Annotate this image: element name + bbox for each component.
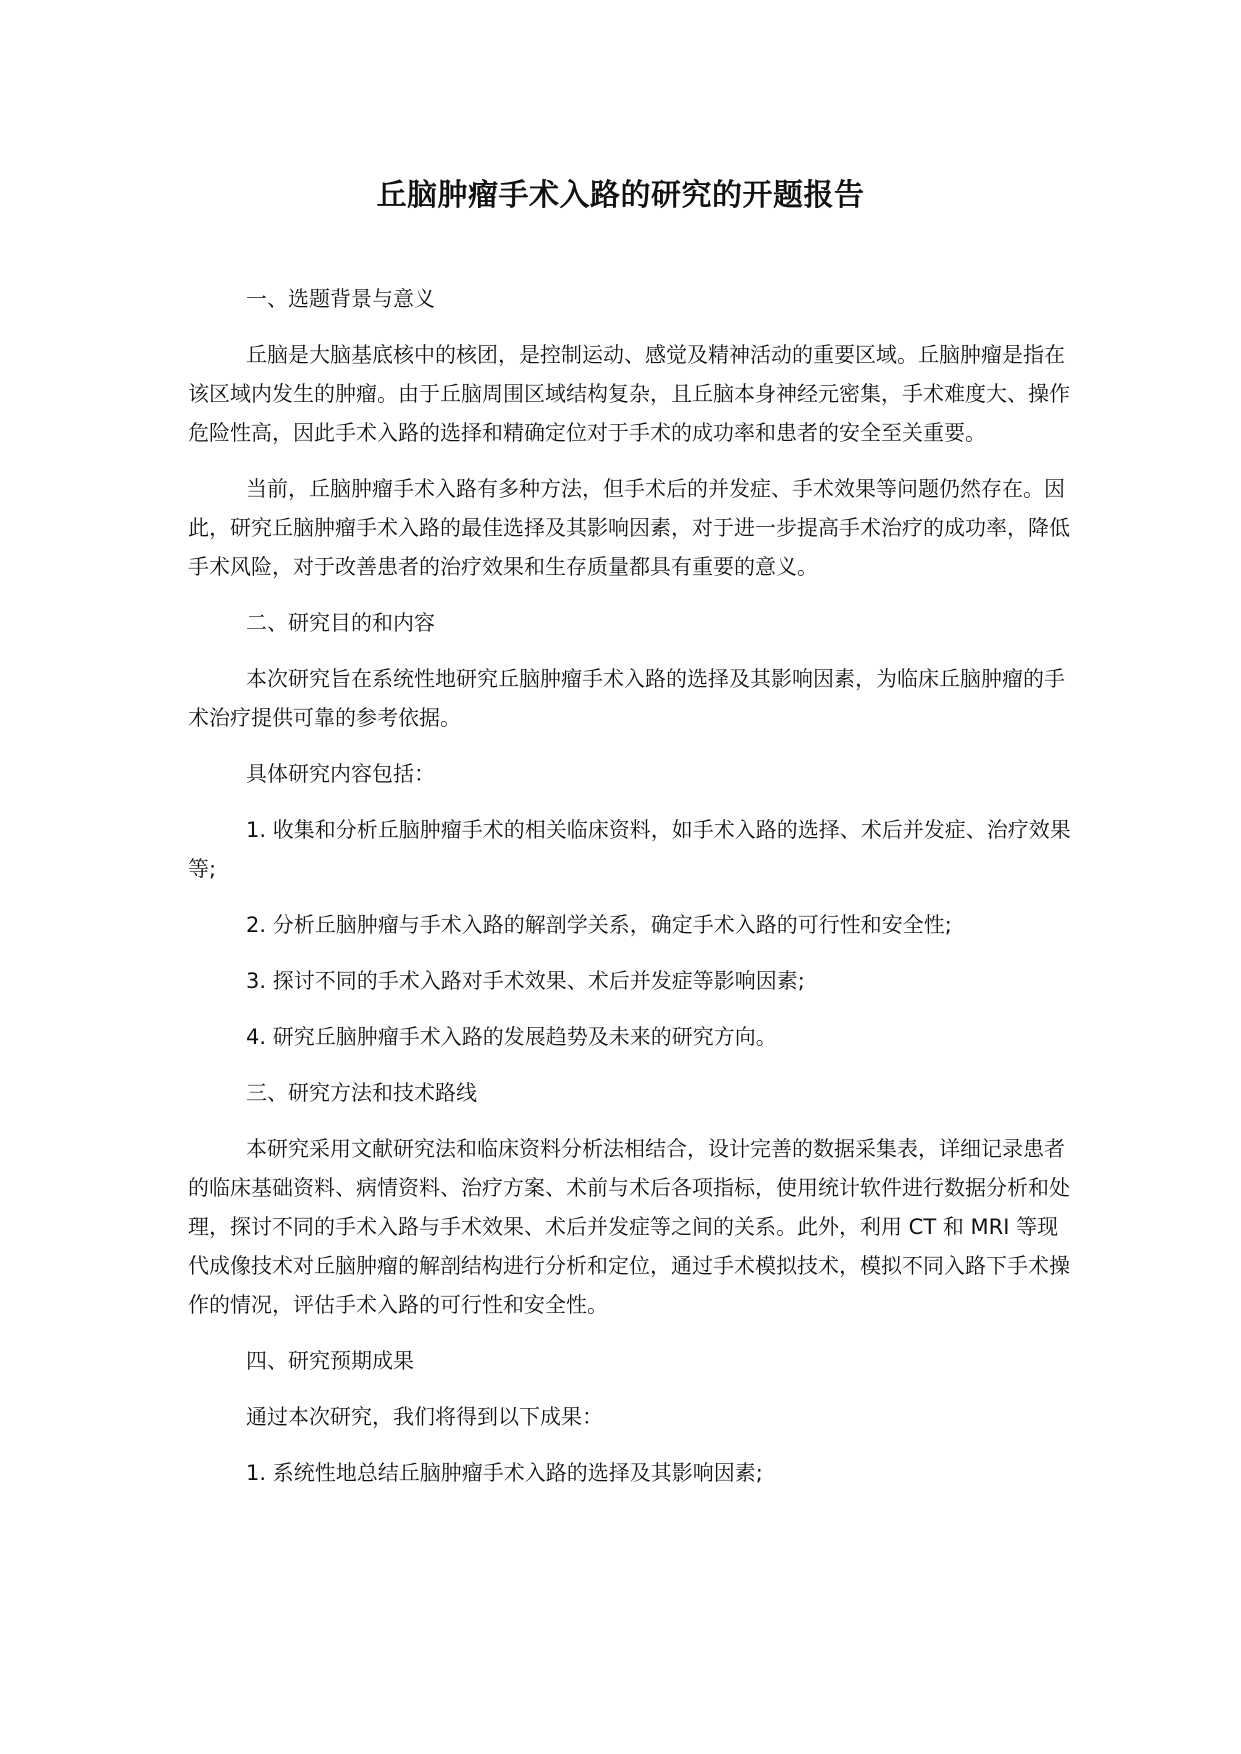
paragraph: 通过本次研究，我们将得到以下成果： [246,1405,603,1429]
section-heading-methods: 三、研究方法和技术路线 [246,1081,477,1105]
paragraph: 当前，丘脑肿瘤手术入路有多种方法，但手术后的并发症、手术效果等问题仍然存在。因此，研究丘脑肿瘤手术入路的最佳选择及其影响因素，对于进一步提高手术治疗的成功率，降低手术风险，对于改善患者的治疗效果和生存质量都具有重要的意义。 [188,477,1070,579]
paragraph: 本研究采用文献研究法和临床资料分析法相结合，设计完善的数据采集表，详细记录患者的临床基础资料、病情资料、治疗方案、术前与术后各项指标，使用统计软件进行数据分析和处理，探讨不同的手术入路与手术效果、术后并发症等之间的关系。此外，利用 CT 和 MRI 等现代成像技术对丘脑肿瘤的解剖结构进行分析和定位，通过手术模拟技术，模拟不同入路下手术操作的情况，评估手术入路的可行性和安全性。 [188,1137,1070,1317]
document-title: 丘脑肿瘤手术入路的研究的开题报告 [376,178,865,213]
section-heading-objectives: 二、研究目的和内容 [246,611,435,635]
section-heading-outcomes: 四、研究预期成果 [246,1349,414,1373]
paragraph: 本次研究旨在系统性地研究丘脑肿瘤手术入路的选择及其影响因素，为临床丘脑肿瘤的手术治疗提供可靠的参考依据。 [188,667,1065,730]
list-item: 1. 系统性地总结丘脑肿瘤手术入路的选择及其影响因素; [246,1461,763,1485]
list-item: 3. 探讨不同的手术入路对手术效果、术后并发症等影响因素; [246,969,805,993]
section-heading-background: 一、选题背景与意义 [246,287,435,311]
list-item: 2. 分析丘脑肿瘤与手术入路的解剖学关系，确定手术入路的可行性和安全性; [246,913,952,937]
paragraph: 丘脑是大脑基底核中的核团，是控制运动、感觉及精神活动的重要区域。丘脑肿瘤是指在该区域内发生的肿瘤。由于丘脑周围区域结构复杂，且丘脑本身神经元密集，手术难度大、操作危险性高，因此手术入路的选择和精确定位对于手术的成功率和患者的安全至关重要。 [188,343,1070,445]
list-item: 4. 研究丘脑肿瘤手术入路的发展趋势及未来的研究方向。 [246,1025,777,1049]
document-body [188,280,1078,1510]
list-item: 1. 收集和分析丘脑肿瘤手术的相关临床资料，如手术入路的选择、术后并发症、治疗效果等; [188,818,1071,881]
paragraph: 具体研究内容包括： [246,762,435,786]
